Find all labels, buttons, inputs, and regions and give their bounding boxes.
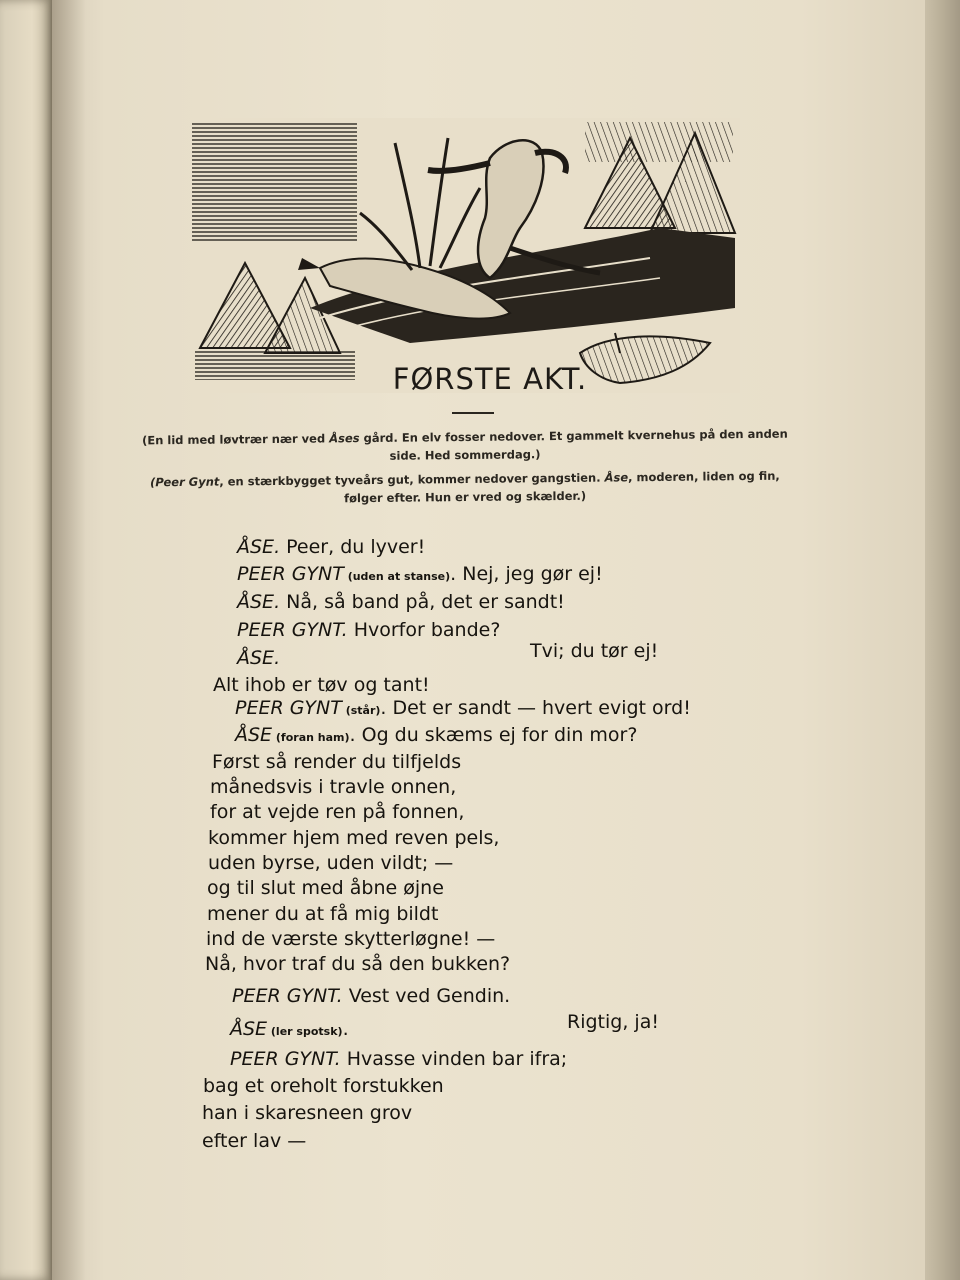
act-heading: FØRSTE AKT. — [392, 362, 588, 396]
verse-line: Nå, hvor traf du så den bukken? — [205, 953, 511, 975]
verse-line: mener du at få mig bildt — [207, 903, 439, 925]
verse-line: Først så render du tilfjelds — [212, 751, 462, 773]
verse-line: PEER GYNT (uden at stanse). Nej, jeg gør ej! — [237, 563, 603, 585]
verse-line: og til slut med åbne øjne — [207, 877, 444, 899]
verse-line: ÅSE (foran ham). Og du skæms ej for din mor? — [235, 724, 638, 746]
stage-direction-characters: (Peer Gynt, en stærkbygget tyveårs gut, kommer nedover gangstien. Åse, moderen, liden og fin, følger efter. Hun er vred og skælder.) — [149, 468, 780, 506]
verse-line: ÅSE. Peer, du lyver! — [237, 536, 426, 558]
verse-line: PEER GYNT. Hvorfor bande? — [237, 619, 501, 641]
verse-line: for at vejde ren på fonnen, — [210, 801, 465, 823]
verse-line: efter lav — — [202, 1130, 307, 1152]
verse-line: kommer hjem med reven pels, — [208, 827, 500, 849]
verse-line: månedsvis i travle onnen, — [210, 776, 457, 798]
verse-line: Tvi; du tør ej! — [530, 640, 659, 662]
verse-line: PEER GYNT. Vest ved Gendin. — [232, 985, 511, 1007]
verse-line: Alt ihob er tøv og tant! — [213, 674, 430, 696]
verse-line: PEER GYNT. Hvasse vinden bar ifra; — [230, 1048, 568, 1070]
verse-line: Rigtig, ja! — [567, 1011, 659, 1033]
verse-line: ind de værste skytterløgne! — — [206, 928, 496, 950]
verse-line: PEER GYNT (står). Det er sandt — hvert evigt ord! — [235, 697, 691, 719]
verse-line: bag et oreholt forstukken — [203, 1075, 444, 1097]
verse-line: han i skaresneen grov — [202, 1102, 413, 1124]
verse-line: ÅSE. — [237, 647, 281, 669]
stage-direction-setting: (En lid med løvtrær nær ved Åses gård. En elv fosser nedover. Et gammelt kvernehus på den anden side. Hed sommerdag.) — [141, 426, 788, 463]
verse-line: uden byrse, uden vildt; — — [208, 852, 454, 874]
verse-line: ÅSE (ler spotsk). — [230, 1018, 349, 1040]
verse-line: ÅSE. Nå, så band på, det er sandt! — [237, 591, 565, 613]
